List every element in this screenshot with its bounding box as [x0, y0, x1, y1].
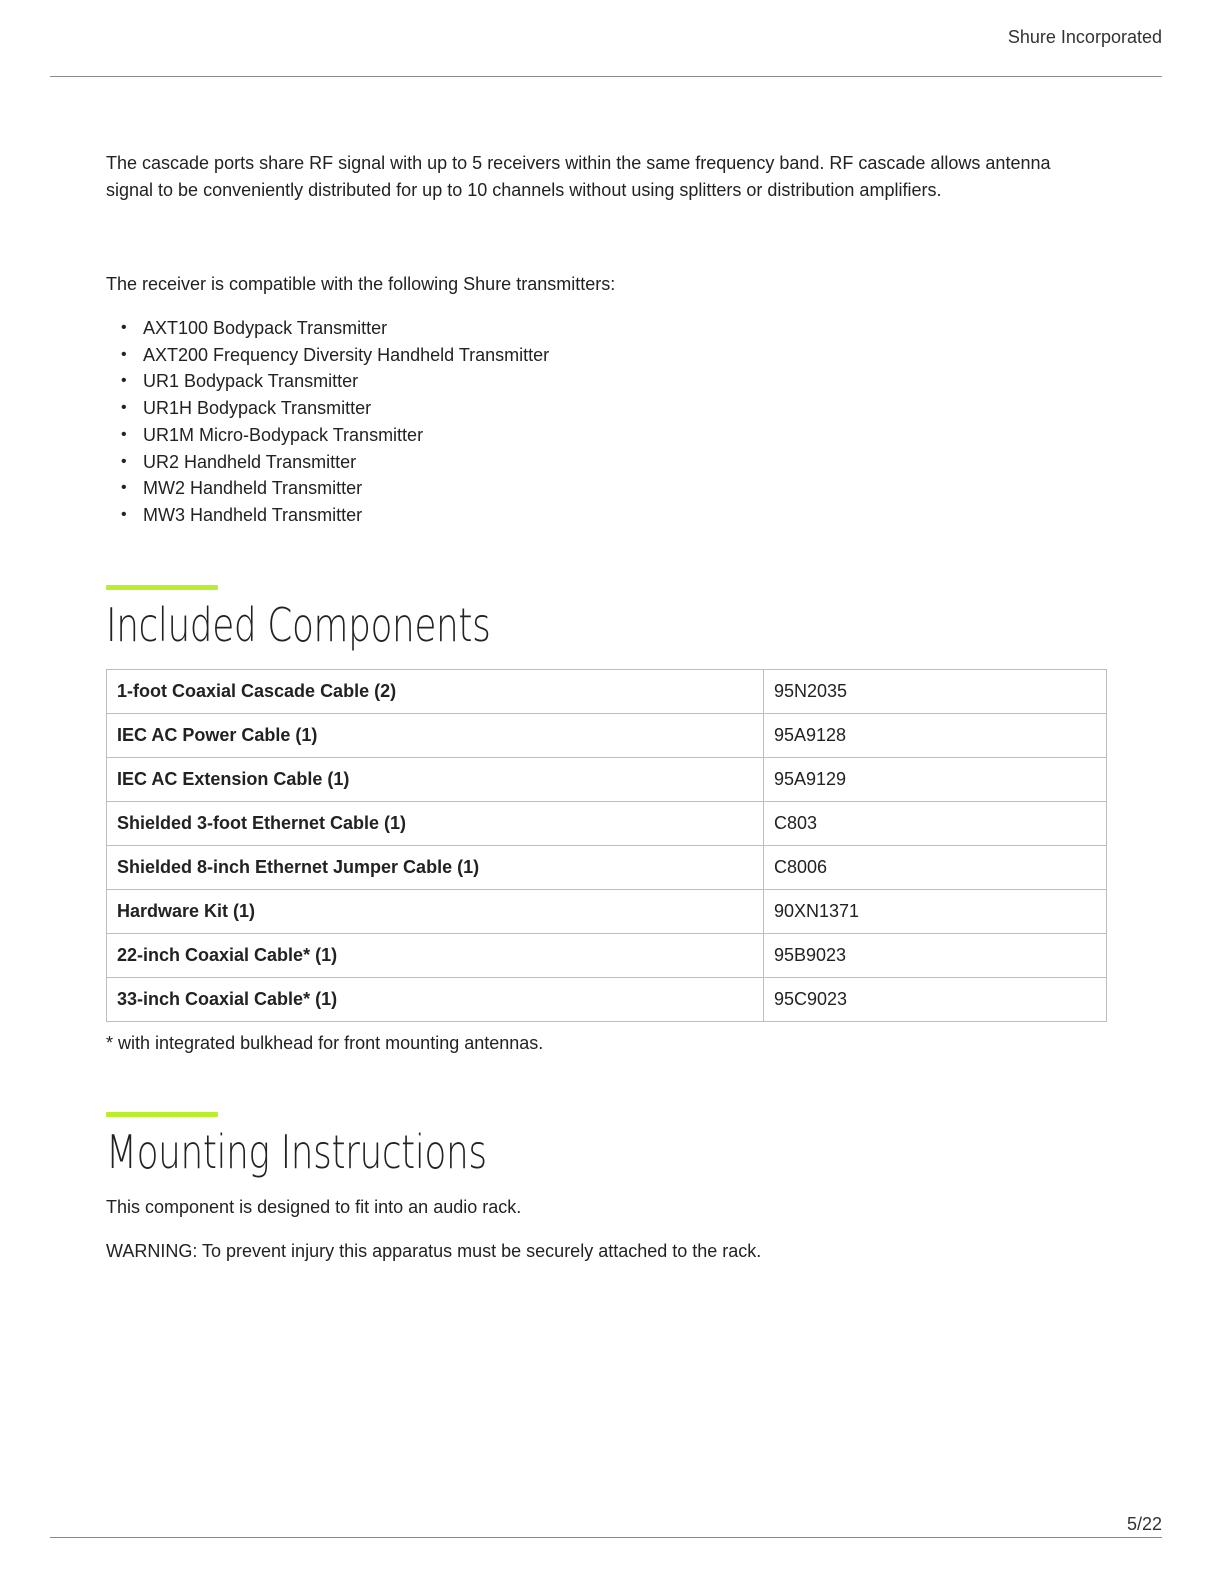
table-row [107, 713, 1107, 757]
component-name: 1-foot Coaxial Cascade Cable (2) [107, 669, 764, 713]
bullet-icon: • [121, 479, 127, 497]
header-divider [50, 76, 1162, 77]
component-name: 33-inch Coaxial Cable* (1) [107, 977, 764, 1021]
table-row [107, 845, 1107, 889]
table-row [107, 757, 1107, 801]
list-item [106, 368, 1106, 395]
transmitter-name: UR1M Micro-Bodypack Transmitter [143, 424, 424, 445]
mounting-description: This component is designed to fit into an audio rack. [106, 1196, 522, 1217]
bullet-icon: • [121, 399, 127, 417]
table-row [107, 933, 1107, 977]
component-name: Shielded 8-inch Ethernet Jumper Cable (1) [107, 845, 764, 889]
table-row [107, 977, 1107, 1021]
bullet-icon: • [121, 345, 127, 363]
list-item [106, 449, 1106, 476]
component-part-number: 95N2035 [764, 669, 1107, 713]
component-part-number: C803 [764, 801, 1107, 845]
component-name: 22-inch Coaxial Cable* (1) [107, 933, 764, 977]
bullet-icon: • [121, 319, 127, 336]
included-components-section [106, 585, 1106, 1055]
compatibility-paragraph: The receiver is compatible with the following Shure transmitters: [106, 274, 616, 294]
component-part-number: 95B9023 [764, 933, 1107, 977]
transmitter-name: UR1 Bodypack Transmitter [143, 371, 359, 392]
header-company-name: Shure Incorporated [1007, 27, 1162, 47]
list-item [106, 342, 1106, 369]
component-name: IEC AC Power Cable (1) [107, 713, 764, 757]
bullet-icon: • [121, 372, 127, 390]
table-row [107, 801, 1107, 845]
bullet-icon: • [121, 425, 127, 443]
list-item [106, 422, 1106, 449]
table-row [107, 889, 1107, 933]
mounting-instructions-section [106, 1112, 1106, 1263]
transmitter-name: AXT200 Frequency Diversity Handheld Transmitter [143, 344, 550, 365]
transmitter-list [106, 315, 1106, 529]
component-part-number: 90XN1371 [764, 889, 1107, 933]
bullet-icon: • [121, 452, 127, 470]
component-part-number: C8006 [764, 845, 1107, 889]
transmitter-name: MW2 Handheld Transmitter [143, 478, 363, 499]
component-name: Hardware Kit (1) [107, 889, 764, 933]
section-accent-bar [106, 1112, 218, 1117]
component-part-number: 95C9023 [764, 977, 1107, 1021]
mounting-warning: WARNING: To prevent injury this apparatus must be securely attached to the rack. [106, 1240, 762, 1261]
page-number: 5/22 [1126, 1514, 1162, 1534]
component-part-number: 95A9128 [764, 713, 1107, 757]
transmitter-name: MW3 Handheld Transmitter [143, 504, 363, 525]
footer-divider [50, 1537, 1162, 1538]
section-title-mounting-instructions: Mounting Instructions [106, 1124, 487, 1179]
section-title-included-components: Included Components [106, 597, 491, 652]
transmitter-name: UR1H Bodypack Transmitter [143, 398, 372, 419]
components-table [106, 669, 1107, 1022]
section-accent-bar [106, 585, 218, 590]
table-row [107, 669, 1107, 713]
page-content [106, 150, 1106, 1263]
cascade-paragraph: The cascade ports share RF signal with up to 5 receivers within the same frequency band. RF cascade allows antenna signal to be conveniently distributed for up to 10 channels without using splitters or distribution amplifiers. [106, 153, 1051, 200]
component-name: Shielded 3-foot Ethernet Cable (1) [107, 801, 764, 845]
transmitter-name: AXT100 Bodypack Transmitter [143, 318, 388, 338]
component-name: IEC AC Extension Cable (1) [107, 757, 764, 801]
transmitter-name: UR2 Handheld Transmitter [143, 451, 357, 472]
list-item [106, 502, 1106, 529]
list-item [106, 395, 1106, 422]
components-footnote: * with integrated bulkhead for front mounting antennas. [106, 1032, 544, 1053]
list-item [106, 475, 1106, 502]
bullet-icon: • [121, 505, 127, 523]
component-part-number: 95A9129 [764, 757, 1107, 801]
list-item [106, 315, 1106, 342]
